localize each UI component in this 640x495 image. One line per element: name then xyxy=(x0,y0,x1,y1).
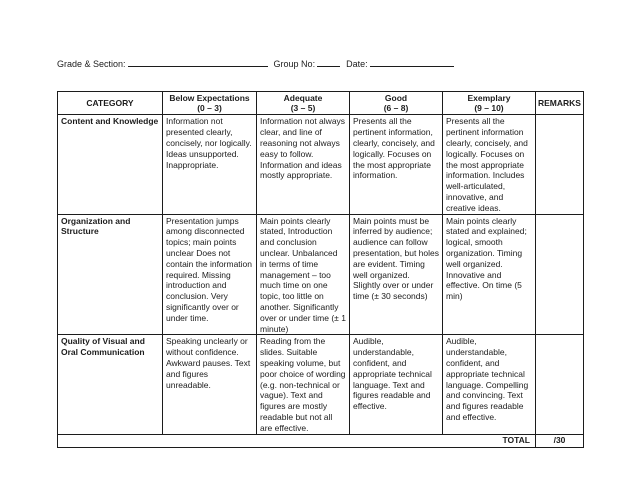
header-line xyxy=(57,58,454,70)
date-blank[interactable] xyxy=(370,58,454,67)
row-organization-structure-exemplary: Main points clearly stated and explained; logical, smooth organization. Timing well organized. Innovative and effective. On time (5 min) xyxy=(443,214,536,335)
row-content-knowledge-category: Content and Knowledge xyxy=(58,115,163,214)
header-exemplary xyxy=(443,92,536,115)
header-good xyxy=(350,92,443,115)
rubric-header-row xyxy=(58,92,584,115)
table-row xyxy=(58,335,584,434)
header-exemplary-title: Exemplary xyxy=(467,93,511,103)
row-visual-oral-category: Quality of Visual and Oral Communication xyxy=(58,335,163,434)
header-remarks: REMARKS xyxy=(536,92,584,115)
row-organization-structure-below-expectations: Presentation jumps among disconnected topics; main points unclear Does not contain the information required. Missing introduction and conclusion. Very significantly over or under time. xyxy=(163,214,257,335)
header-category: CATEGORY xyxy=(58,92,163,115)
row-content-knowledge-exemplary: Presents all the pertinent information clearly, concisely, and logically. Focuses on the most appropriate information. Includes well-articulated, innovative, and creative ideas. xyxy=(443,115,536,214)
row-organization-structure-adequate: Main points clearly stated, Introduction and conclusion unclear. Unbalanced in terms of time management – too much time on one topic, too little on another. Significantly over or under time (± 1 minute) xyxy=(257,214,350,335)
row-organization-structure-remarks[interactable] xyxy=(536,214,584,335)
row-visual-oral-exemplary: Audible, understandable, confident, and appropriate technical language. Compelling and convincing. Text and figures readable and effective. xyxy=(443,335,536,434)
header-adequate xyxy=(257,92,350,115)
date-label: Date: xyxy=(346,59,368,69)
row-content-knowledge-remarks[interactable] xyxy=(536,115,584,214)
header-adequate-range: (3 – 5) xyxy=(290,103,316,114)
table-row xyxy=(58,115,584,214)
group-no-blank[interactable] xyxy=(317,58,340,67)
rubric-table xyxy=(57,91,584,448)
table-row xyxy=(58,214,584,335)
row-content-knowledge-adequate: Information not always clear, and line of reasoning not always easy to follow. Information and ideas mostly appropriate. xyxy=(257,115,350,214)
total-label: TOTAL xyxy=(58,434,536,447)
row-visual-oral-good: Audible, understandable, confident, and appropriate technical language. Text and figures readable and effective. xyxy=(350,335,443,434)
header-adequate-title: Adequate xyxy=(283,93,323,103)
header-good-range: (6 – 8) xyxy=(383,103,409,114)
row-visual-oral-remarks[interactable] xyxy=(536,335,584,434)
row-content-knowledge-below-expectations: Information not presented clearly, concisely, nor logically. Ideas unsupported. Inappropriate. xyxy=(163,115,257,214)
row-organization-structure-good: Main points must be inferred by audience; audience can follow presentation, but holes are evident. Timing well organized. Slightly over or under time (± 30 seconds) xyxy=(350,214,443,335)
grade-section-blank[interactable] xyxy=(128,58,268,67)
header-below-expectations-title: Below Expectations xyxy=(169,93,250,103)
row-visual-oral-adequate: Reading from the slides. Suitable speaking volume, but poor choice of wording (e.g. non-technical or vague). Text and figures are mostly readable but not all are effective. xyxy=(257,335,350,434)
header-below-expectations-range: (0 – 3) xyxy=(197,103,222,114)
header-good-title: Good xyxy=(384,93,408,103)
row-visual-oral-below-expectations: Speaking unclearly or without confidence. Awkward pauses. Text and figures unreadable. xyxy=(163,335,257,434)
grade-section-label: Grade & Section: xyxy=(57,59,126,69)
total-row xyxy=(58,434,584,447)
header-below-expectations xyxy=(163,92,257,115)
row-content-knowledge-good: Presents all the pertinent information, clearly, concisely, and logically. Focuses on the most appropriate information. xyxy=(350,115,443,214)
header-exemplary-range: (9 – 10) xyxy=(474,103,504,114)
total-value[interactable]: /30 xyxy=(536,434,584,447)
row-organization-structure-category: Organization and Structure xyxy=(58,214,163,335)
group-no-label: Group No: xyxy=(273,59,316,69)
